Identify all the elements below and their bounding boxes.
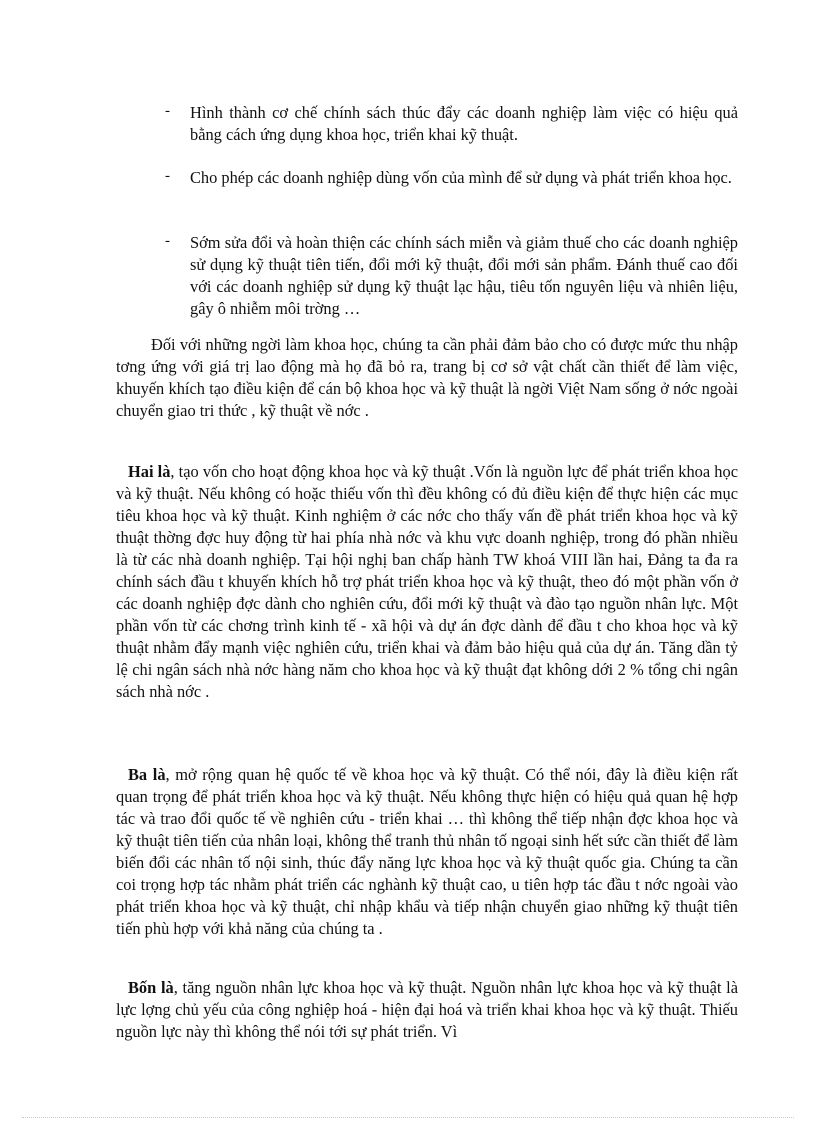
paragraph-text: , mở rộng quan hệ quốc tế về khoa học và kỹ thuật. Có thể nói, đây là điều kiện rất quan trọng để phát triển khoa học và kỹ thuật. Nếu không thực hiện có hiệu quả quan hệ hợp tác và trao đổi quốc tế về nghiên cứu - triển khai … thì không thể tiếp nhận đợc khoa học và kỹ thuật tiên tiến của nhân loại, không thể tranh thủ nhân tố ngoại sinh hết sức cần thiết để làm biến đổi các nhân tố nội sinh, thúc đẩy năng lực khoa học và kỹ thuật quốc gia. Chúng ta cần coi trọng hợp tác nhằm phát triển các nghành kỹ thuật cao, u tiên hợp tác đầu t nớc ngoài vào phát triển khoa học và kỹ thuật, chỉ nhập khẩu và tiếp nhận chuyển giao những kỹ thuật tiên tiến phù hợp với khả năng của chúng ta . [116, 765, 739, 938]
bullet-item [165, 232, 738, 320]
paragraph-capital [116, 461, 738, 703]
paragraph-international [116, 764, 738, 940]
paragraph-scientists [116, 334, 738, 422]
page-bottom-rule [22, 1117, 794, 1118]
bullet-marker: - [165, 233, 170, 249]
paragraph-text: Đối với những ngời làm khoa học, chúng ta cần phải đảm bảo cho có được mức thu nhập tơng ứng với giá trị lao động mà họ đã bỏ ra, trang bị cơ sở vật chất cần thiết để làm việc, khuyến khích tạo điều kiện để cán bộ khoa học và kỹ thuật là ngời Việt Nam sống ở nớc ngoài chuyển giao tri thức , kỹ thuật về nớc . [116, 335, 738, 420]
bullet-item [165, 102, 738, 146]
bullet-text: Sớm sửa đổi và hoàn thiện các chính sách miễn và giảm thuế cho các doanh nghiệp sử dụng kỹ thuật tiên tiến, đổi mới kỹ thuật, đổi mới sản phẩm. Đánh thuế cao đối với các doanh nghiệp sử dụng kỹ thuật lạc hậu, tiêu tốn nguyên liệu và nhiên liệu, gây ô nhiễm môi trờng … [190, 233, 738, 318]
paragraph-lead: Hai là [128, 462, 171, 481]
paragraph-lead: Bốn là [128, 978, 174, 997]
bullet-marker: - [165, 168, 170, 184]
bullet-text: Hình thành cơ chế chính sách thúc đẩy các doanh nghiệp làm việc có hiệu quả bằng cách ứng dụng khoa học, triển khai kỹ thuật. [190, 103, 738, 144]
paragraph-text: , tạo vốn cho hoạt động khoa học và kỹ thuật .Vốn là nguồn lực để phát triển khoa học và kỹ thuật. Nếu không có hoặc thiếu vốn thì đều không có đủ điều kiện để thực hiện các mục tiêu khoa học và kỹ thuật. Kinh nghiệm ở các nớc cho thấy vấn đề phát triển khoa học và kỹ thuật thờng đợc huy động từ hai phía nhà nớc và khu vực doanh nghiệp, trong đó phần nhiều là từ các nhà doanh nghiệp. Tại hội nghị ban chấp hành TW khoá VIII lần hai, Đảng ta đa ra chính sách đầu t khuyến khích hỗ trợ phát triển khoa học và kỹ thuật, theo đó một phần vốn ở các doanh nghiệp đợc dành cho nghiên cứu, đổi mới kỹ thuật và đào tạo nguồn nhân lực. Một phần vốn từ các chơng trình kinh tế - xã hội và dự án đợc dành để đầu t cho khoa học và kỹ thuật nhằm đẩy mạnh việc nghiên cứu, triển khai và đảm bảo hiệu quả của dự án. Tăng dần tỷ lệ chi ngân sách nhà nớc hàng năm cho khoa học và kỹ thuật đạt không dới 2 % tổng chi ngân sách nhà nớc . [116, 462, 738, 701]
bullet-item [165, 167, 738, 189]
paragraph-text: , tăng nguồn nhân lực khoa học và kỹ thuật. Nguồn nhân lực khoa học và kỹ thuật là lực lợng chủ yếu của công nghiệp hoá - hiện đại hoá và triển khai khoa học và kỹ thuật. Thiếu nguồn lực này thì không thể nói tới sự phát triển. Vì [116, 978, 738, 1041]
paragraph-lead: Ba là [128, 765, 166, 784]
bullet-text: Cho phép các doanh nghiệp dùng vốn của mình để sử dụng và phát triển khoa học. [190, 168, 732, 187]
paragraph-human-resources [116, 977, 738, 1043]
bullet-marker: - [165, 103, 170, 119]
